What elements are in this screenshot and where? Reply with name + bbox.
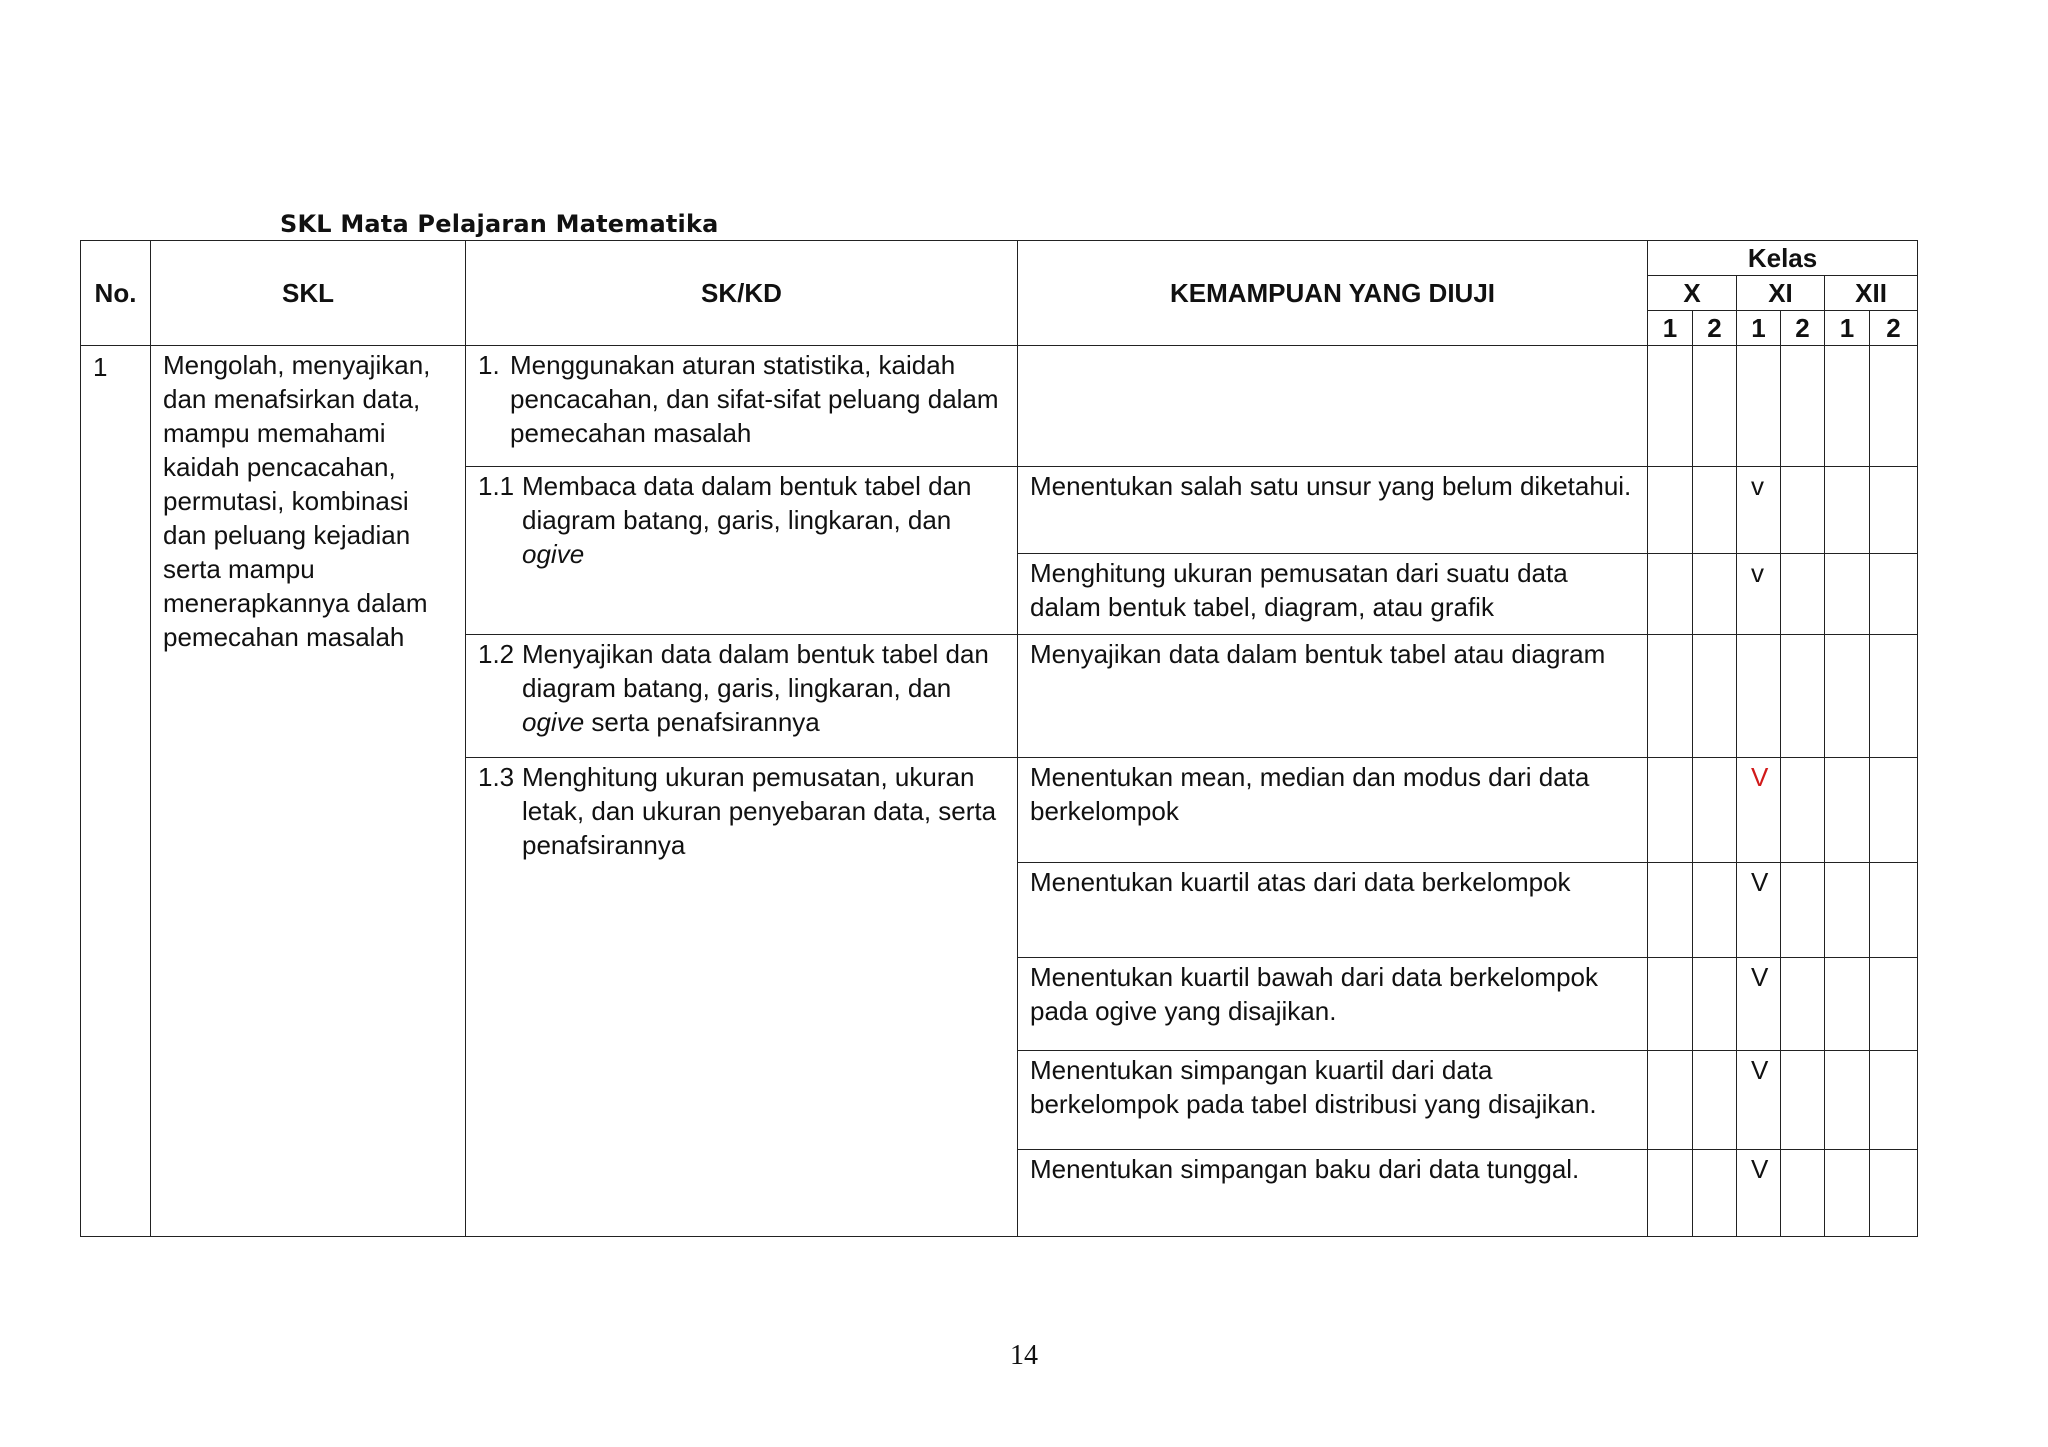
mark-cell bbox=[1693, 467, 1737, 554]
kd-number: 1.3 bbox=[478, 762, 515, 792]
header-no: No. bbox=[81, 241, 151, 346]
mark-cell bbox=[1870, 554, 1918, 635]
kemampuan-cell: Menentukan simpangan baku dari data tunggal. bbox=[1018, 1150, 1648, 1237]
header-grade-xi: XI bbox=[1737, 276, 1825, 311]
skl-description: Mengolah, menyajikan, dan menafsirkan data, mampu memahami kaidah pencacahan, permutasi, kombinasi dan peluang kejadian serta mampu menerapkannya dalam pemecahan masalah bbox=[151, 346, 466, 1237]
mark-cell bbox=[1648, 958, 1693, 1051]
mark-cell bbox=[1781, 863, 1825, 958]
mark-cell bbox=[1825, 554, 1870, 635]
mark-cell bbox=[1693, 346, 1737, 467]
mark-cell bbox=[1737, 635, 1781, 758]
mark-cell: V bbox=[1737, 1150, 1781, 1237]
mark-cell: V bbox=[1737, 863, 1781, 958]
header-skkd: SK/KD bbox=[466, 241, 1018, 346]
header-semester: 2 bbox=[1870, 311, 1918, 346]
mark-cell bbox=[1781, 758, 1825, 863]
mark-cell: V bbox=[1737, 1051, 1781, 1150]
kd-text: Menggunakan aturan statistika, kaidah pencacahan, dan sifat-sifat peluang dalam pemecahan masalah bbox=[510, 350, 999, 448]
mark-cell bbox=[1825, 1150, 1870, 1237]
header-kelas: Kelas bbox=[1648, 241, 1918, 276]
mark-cell bbox=[1693, 863, 1737, 958]
mark-cell bbox=[1825, 758, 1870, 863]
mark-cell bbox=[1781, 346, 1825, 467]
header-kemampuan: KEMAMPUAN YANG DIUJI bbox=[1018, 241, 1648, 346]
header-semester: 1 bbox=[1825, 311, 1870, 346]
mark-cell bbox=[1693, 1150, 1737, 1237]
page-number: 14 bbox=[1010, 1340, 1038, 1371]
kemampuan-cell: Menghitung ukuran pemusatan dari suatu data dalam bentuk tabel, diagram, atau grafik bbox=[1018, 554, 1648, 635]
kd-text: Membaca data dalam bentuk tabel dan diagram batang, garis, lingkaran, dan ogive bbox=[522, 471, 972, 569]
mark-cell: v bbox=[1737, 467, 1781, 554]
skl-table bbox=[80, 240, 1918, 1237]
mark-cell bbox=[1648, 1150, 1693, 1237]
mark-cell bbox=[1693, 958, 1737, 1051]
mark-cell bbox=[1781, 958, 1825, 1051]
kemampuan-cell: Menentukan salah satu unsur yang belum diketahui. bbox=[1018, 467, 1648, 554]
mark-cell bbox=[1825, 1051, 1870, 1150]
kemampuan-cell bbox=[1018, 346, 1648, 467]
kd-number: 1. bbox=[478, 350, 500, 380]
mark-cell bbox=[1648, 346, 1693, 467]
mark-cell bbox=[1781, 467, 1825, 554]
mark-cell bbox=[1648, 758, 1693, 863]
mark-cell bbox=[1870, 467, 1918, 554]
header-semester: 2 bbox=[1781, 311, 1825, 346]
kd-text: Menghitung ukuran pemusatan, ukuran letak, dan ukuran penyebaran data, serta penafsirannya bbox=[522, 762, 997, 860]
mark-cell bbox=[1648, 1051, 1693, 1150]
table-row bbox=[81, 346, 1918, 467]
mark-cell bbox=[1648, 635, 1693, 758]
header-skl: SKL bbox=[151, 241, 466, 346]
header-grade-x: X bbox=[1648, 276, 1737, 311]
mark-cell bbox=[1693, 635, 1737, 758]
mark-cell bbox=[1825, 635, 1870, 758]
table-body bbox=[81, 346, 1918, 1237]
mark-cell bbox=[1693, 554, 1737, 635]
header-semester: 1 bbox=[1648, 311, 1693, 346]
mark-cell bbox=[1870, 1051, 1918, 1150]
mark-cell bbox=[1870, 758, 1918, 863]
document-title: SKL Mata Pelajaran Matematika bbox=[280, 210, 719, 238]
mark-cell bbox=[1781, 635, 1825, 758]
kd-number: 1.1 bbox=[478, 471, 515, 501]
mark-cell bbox=[1648, 467, 1693, 554]
header-grade-xii: XII bbox=[1825, 276, 1918, 311]
header-semester: 1 bbox=[1737, 311, 1781, 346]
kd-item-1-1 bbox=[466, 467, 1018, 635]
header-semester: 2 bbox=[1693, 311, 1737, 346]
kemampuan-cell: Menentukan simpangan kuartil dari data berkelompok pada tabel distribusi yang disajikan. bbox=[1018, 1051, 1648, 1150]
mark-cell bbox=[1781, 1150, 1825, 1237]
mark-cell bbox=[1737, 346, 1781, 467]
kemampuan-cell: Menentukan mean, median dan modus dari data berkelompok bbox=[1018, 758, 1648, 863]
mark-cell: V bbox=[1737, 958, 1781, 1051]
kd-item-1-2 bbox=[466, 635, 1018, 758]
row-number: 1 bbox=[81, 346, 151, 1237]
mark-cell bbox=[1870, 863, 1918, 958]
mark-cell: v bbox=[1737, 554, 1781, 635]
mark-cell bbox=[1648, 863, 1693, 958]
mark-cell-red: V bbox=[1737, 758, 1781, 863]
kd-text: Menyajikan data dalam bentuk tabel dan diagram batang, garis, lingkaran, dan ogive serta penafsirannya bbox=[522, 639, 989, 737]
mark-cell bbox=[1781, 554, 1825, 635]
kemampuan-cell: Menentukan kuartil bawah dari data berkelompok pada ogive yang disajikan. bbox=[1018, 958, 1648, 1051]
kemampuan-cell: Menentukan kuartil atas dari data berkelompok bbox=[1018, 863, 1648, 958]
mark-cell bbox=[1648, 554, 1693, 635]
kd-item-1-3 bbox=[466, 758, 1018, 1237]
mark-cell bbox=[1870, 958, 1918, 1051]
mark-cell bbox=[1825, 863, 1870, 958]
kd-item-1 bbox=[466, 346, 1018, 467]
table-header bbox=[81, 241, 1918, 346]
mark-cell bbox=[1870, 635, 1918, 758]
mark-cell bbox=[1781, 1051, 1825, 1150]
mark-cell bbox=[1825, 346, 1870, 467]
mark-cell bbox=[1825, 958, 1870, 1051]
mark-cell bbox=[1870, 1150, 1918, 1237]
mark-cell bbox=[1693, 758, 1737, 863]
mark-cell bbox=[1870, 346, 1918, 467]
kd-number: 1.2 bbox=[478, 639, 515, 669]
mark-cell bbox=[1693, 1051, 1737, 1150]
mark-cell bbox=[1825, 467, 1870, 554]
kemampuan-cell: Menyajikan data dalam bentuk tabel atau diagram bbox=[1018, 635, 1648, 758]
